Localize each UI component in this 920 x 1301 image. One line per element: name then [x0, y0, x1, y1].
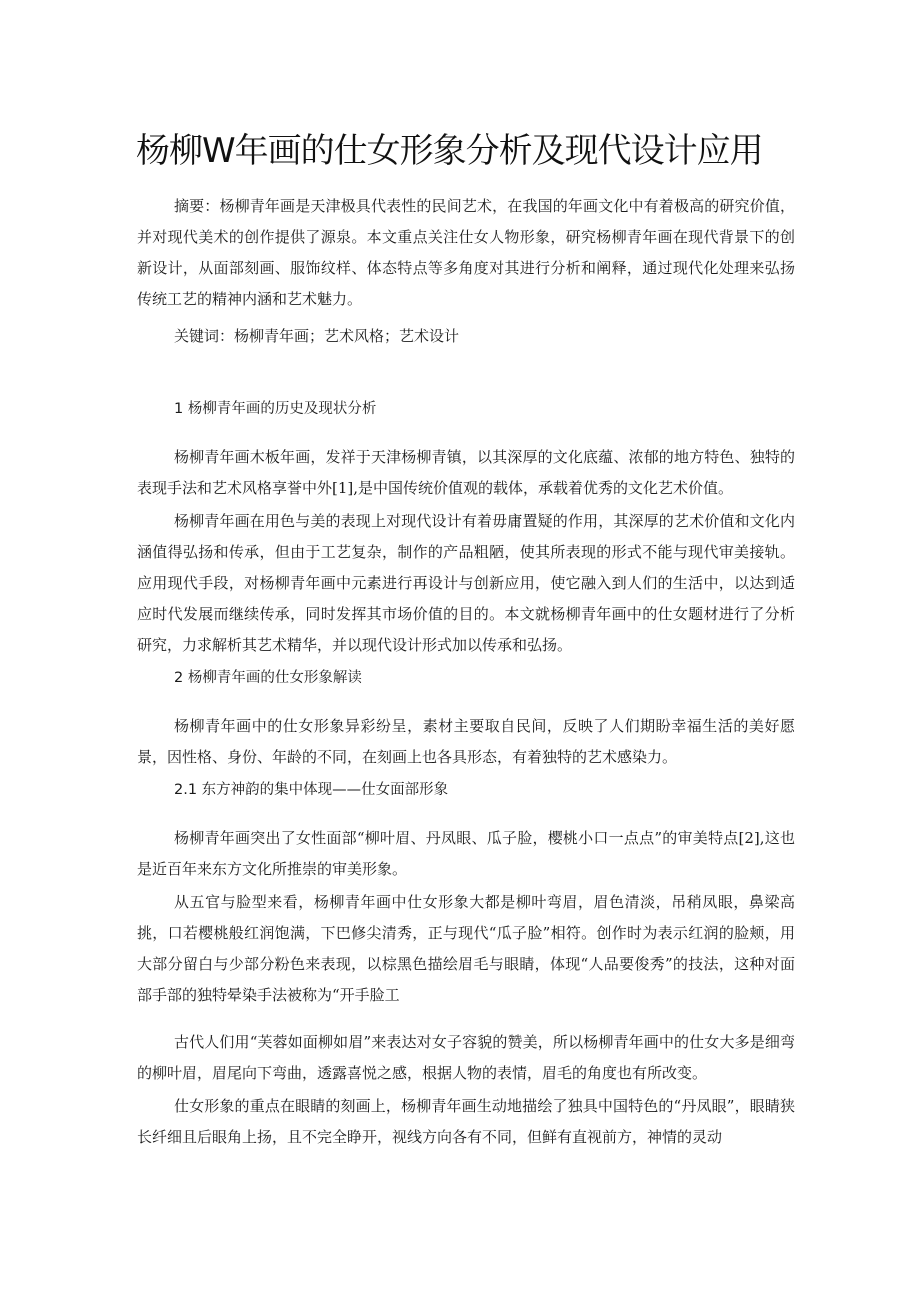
paper-title: 杨柳W年画的仕女形象分析及现代设计应用	[136, 131, 763, 171]
section-2-heading: 2 杨柳青年画的仕女形象解读	[174, 670, 362, 686]
abstract: 摘要：杨柳青年画是天津极具代表性的民间艺术，在我国的年画文化中有着极高的研究价值，并对现代美术的创作提供了源泉。本文重点关注仕女人物形象，研究杨柳青年画在现代背景下的创新设计，从面部刻画、服饰纹样、体态特点等多角度对其进行分析和阐释，通过现代化处理来弘扬传统工艺的精神内涵和艺术魅力。	[137, 197, 795, 308]
section-2-paragraph: 杨柳青年画中的仕女形象异彩纷呈，素材主要取自民间，反映了人们期盼幸福生活的美好愿景，因性格、身份、年龄的不同，在刻画上也各具形态，有着独特的艺术感染力。	[137, 717, 795, 766]
section-2-1-paragraph: 仕女形象的重点在眼睛的刻画上，杨柳青年画生动地描绘了独具中国特色的“丹凤眼”，眼睛狭长纤细且后眼角上扬，且不完全睁开，视线方向各有不同，但鲜有直视前方，神情的灵动	[137, 1097, 795, 1146]
paper-body	[137, 191, 795, 1153]
keywords: 关键词：杨柳青年画；艺术风格；艺术设计	[174, 327, 460, 345]
section-2-1-paragraph: 杨柳青年画突出了女性面部“柳叶眉、丹凤眼、瓜子脸，樱桃小口一点点”的审美特点[2],这也是近百年来东方文化所推崇的审美形象。	[137, 829, 795, 878]
section-1-paragraph: 杨柳青年画在用色与美的表现上对现代设计有着毋庸置疑的作用，其深厚的艺术价值和文化内涵值得弘扬和传承，但由于工艺复杂，制作的产品粗陋，使其所表现的形式不能与现代审美接轨。应用现代手段，对杨柳青年画中元素进行再设计与创新应用，使它融入到人们的生活中，以达到适应时代发展而继续传承，同时发挥其市场价值的目的。本文就杨柳青年画中的仕女题材进行了分析研究，力求解析其艺术精华，并以现代设计形式加以传承和弘扬。	[137, 512, 795, 654]
section-2-1-paragraph: 从五官与脸型来看，杨柳青年画中仕女形象大都是柳叶弯眉，眉色清淡，吊稍凤眼，鼻梁高挑，口若樱桃般红润饱满，下巴修尖清秀，正与现代“瓜子脸”相符。创作时为表示红润的脸颊，用大部分留白与少部分粉色来表现，以棕黑色描绘眉毛与眼睛，体现“人品要俊秀”的技法，这种对面部手部的独特晕染手法被称为“开手脸工	[137, 893, 795, 1004]
section-2-1-paragraph: 古代人们用“芙蓉如面柳如眉”来表达对女子容貌的赞美，所以杨柳青年画中的仕女大多是细弯的柳叶眉，眉尾向下弯曲，透露喜悦之感，根据人物的表情，眉毛的角度也有所改变。	[137, 1033, 795, 1082]
section-2-1-heading: 2.1 东方神韵的集中体现——仕女面部形象	[174, 782, 449, 798]
section-1-heading: 1 杨柳青年画的历史及现状分析	[174, 401, 377, 417]
section-1-paragraph: 杨柳青年画木板年画，发祥于天津杨柳青镇，以其深厚的文化底蕴、浓郁的地方特色、独特的表现手法和艺术风格享誉中外[1],是中国传统价值观的载体，承载着优秀的文化艺术价值。	[137, 448, 795, 497]
